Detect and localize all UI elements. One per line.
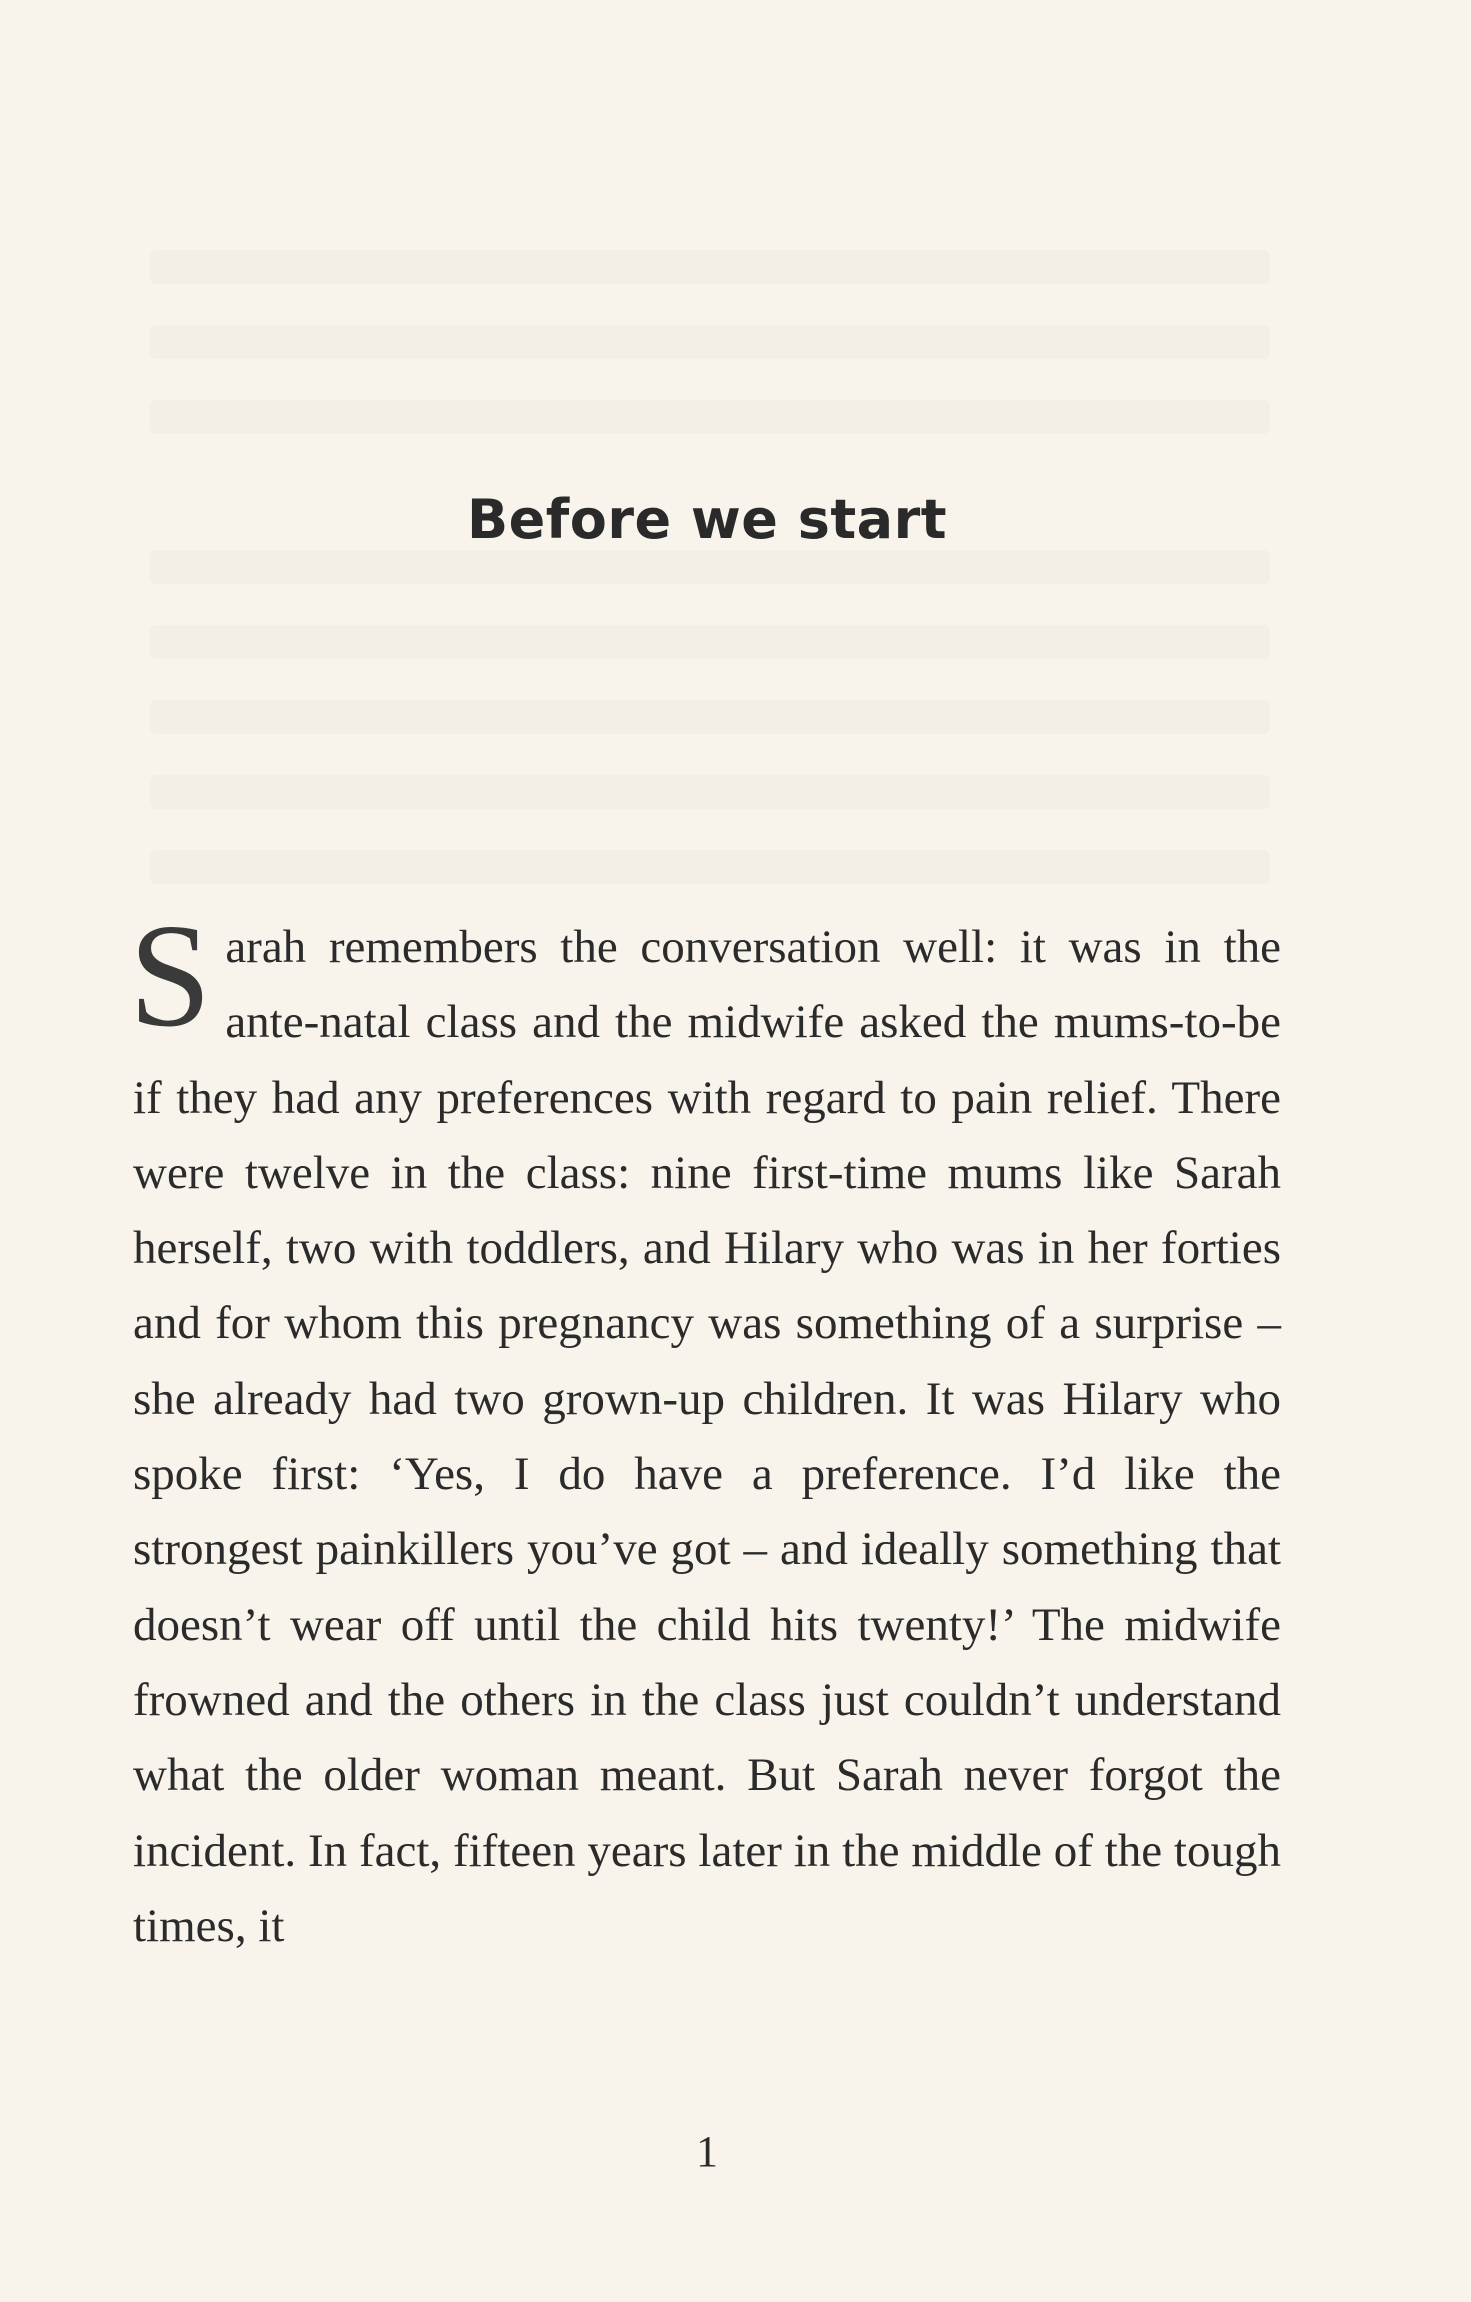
paragraph-text: arah remembers the conversation well: it was in the ante-natal class and the midwife asked the mums-to-be if they had any preferences with regard to pain relief. There were twelve in the class: nine first-time mums like Sarah herself, two with toddlers, and Hilary who was in her forties and for whom this pregnancy was something of a surprise – she already had two grown-up children. It was Hilary who spoke first: ‘Yes, I do have a preference. I’d like the strongest painkillers you’ve got – and ideally something that doesn’t wear off until the child hits twenty!’ The midwife frowned and the others in the class just couldn’t understand what the older woman meant. But Sarah never forgot the incident. In fact, fifteen years later in the middle of the tough times, it (133, 921, 1281, 1952)
bleed-through (150, 550, 1270, 584)
bleed-through (150, 400, 1270, 434)
bleed-through (150, 775, 1270, 809)
chapter-title: Before we start (466, 488, 948, 552)
bleed-through (150, 625, 1270, 659)
page-number: 1 (696, 2127, 718, 2176)
bleed-through (150, 250, 1270, 284)
bleed-through (150, 325, 1270, 359)
bleed-through (150, 850, 1270, 884)
body-paragraph (129, 894, 1281, 1964)
bleed-through (150, 700, 1270, 734)
drop-cap: S (129, 894, 212, 1058)
